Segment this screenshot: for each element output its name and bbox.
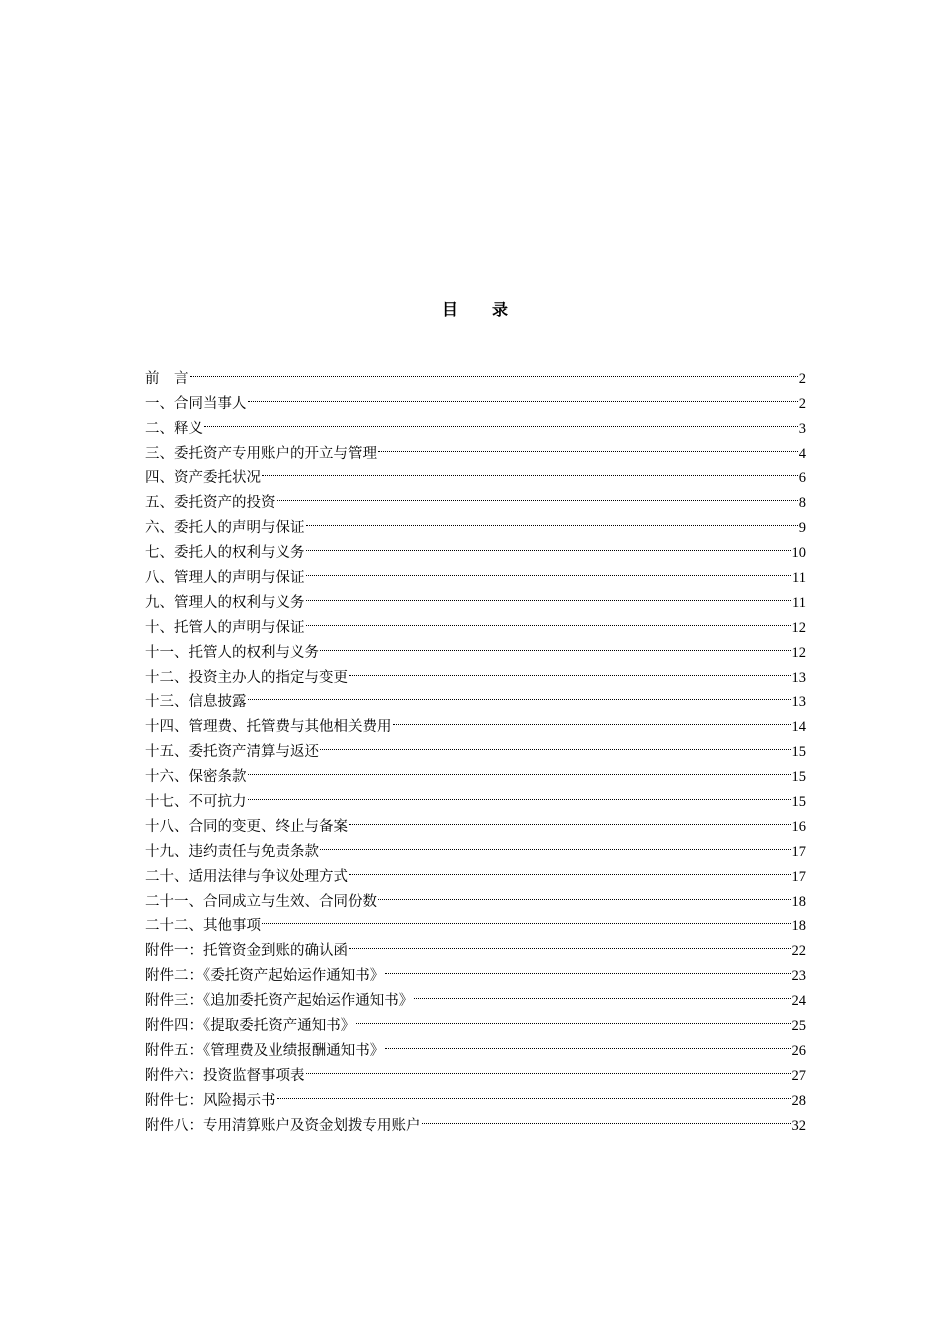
toc-dot-leader [306,1055,791,1080]
toc-page-number: 26 [791,1042,806,1059]
toc-entry-label: 附件四：《提取委托资产通知书》 [145,1018,356,1035]
table-of-contents [145,358,806,1134]
toc-page-number: 18 [791,918,806,935]
toc-dot-leader [349,856,791,881]
toc-entry-label: 十六、保密条款 [145,769,247,786]
toc-dot-leader [277,482,798,507]
toc-title [0,298,950,322]
toc-entry-label: 七、委托人的权利与义务 [145,545,305,562]
toc-entry-label: 二十二、其他事项 [145,918,261,935]
toc-entry-label: 九、管理人的权利与义务 [145,594,305,611]
toc-dot-leader [262,458,798,483]
toc-page-number: 8 [798,495,806,512]
toc-dot-leader [262,906,791,931]
toc-page-number: 32 [791,1117,806,1134]
toc-page-number: 17 [791,868,806,885]
toc-dot-leader [378,881,791,906]
toc-page-number: 15 [791,769,806,786]
toc-dot-leader [349,806,791,831]
toc-page-number: 6 [798,470,806,487]
toc-entry-label: 十一、托管人的权利与义务 [145,644,319,661]
toc-dot-leader [306,507,798,532]
toc-page-number: 2 [798,370,806,387]
toc-entry-label: 一、合同当事人 [145,395,247,412]
toc-dot-leader [306,557,792,582]
toc-entry[interactable] [145,383,806,412]
toc-page-number: 4 [798,445,806,462]
toc-entry-label: 十三、信息披露 [145,694,247,711]
toc-dot-leader [414,980,790,1005]
toc-dot-leader [320,731,791,756]
toc-page-number: 12 [791,644,806,661]
toc-dot-leader [248,781,791,806]
toc-page-number: 23 [791,968,806,985]
toc-entry-label: 二十、适用法律与争议处理方式 [145,868,348,885]
toc-page-number: 13 [791,694,806,711]
toc-entry-label: 十九、违约责任与免责条款 [145,843,319,860]
toc-entry-label: 前 言 [145,370,189,387]
toc-title-char-1: 目 [441,300,458,319]
toc-entry-label: 十、托管人的声明与保证 [145,619,305,636]
toc-dot-leader [248,682,791,707]
toc-page-number: 13 [791,669,806,686]
toc-entry-label: 十五、委托资产清算与返还 [145,744,319,761]
toc-dot-leader [320,831,791,856]
toc-entry-label: 附件八：专用清算账户及资金划拨专用账户 [145,1117,421,1134]
toc-dot-leader [190,358,798,383]
toc-dot-leader [204,408,798,433]
toc-page-number: 17 [791,843,806,860]
toc-dot-leader [306,532,791,557]
toc-entry-label: 附件七：风险揭示书 [145,1092,276,1109]
toc-entry-label: 附件二：《委托资产起始运作通知书》 [145,968,385,985]
toc-page-number: 27 [791,1067,806,1084]
toc-entry-label: 附件六：投资监督事项表 [145,1067,305,1084]
toc-dot-leader [248,756,791,781]
toc-entry-label: 三、委托资产专用账户的开立与管理 [145,445,377,462]
toc-page-number: 3 [798,420,806,437]
toc-entry-label: 十四、管理费、托管费与其他相关费用 [145,719,392,736]
toc-page-number: 18 [791,893,806,910]
toc-entry-label: 六、委托人的声明与保证 [145,520,305,537]
toc-page-number: 15 [791,794,806,811]
toc-dot-leader [356,1005,790,1030]
toc-page-number: 10 [791,545,806,562]
toc-dot-leader [248,383,798,408]
toc-dot-leader [320,632,791,657]
toc-page-number: 24 [791,993,806,1010]
toc-dot-leader [422,1105,791,1130]
toc-page-number: 28 [791,1092,806,1109]
toc-entry-label: 附件五：《管理费及业绩报酬通知书》 [145,1042,385,1059]
toc-entry-label: 附件一：托管资金到账的确认函 [145,943,348,960]
toc-dot-leader [385,1030,790,1055]
toc-entry-label: 二十一、合同成立与生效、合同份数 [145,893,377,910]
toc-entry[interactable] [145,408,806,437]
toc-dot-leader [349,657,791,682]
toc-page-number: 11 [792,594,806,611]
toc-entry-label: 十二、投资主办人的指定与变更 [145,669,348,686]
toc-dot-leader [306,582,792,607]
toc-entry-label: 十八、合同的变更、终止与备案 [145,818,348,835]
toc-dot-leader [277,1080,791,1105]
toc-page-number: 22 [791,943,806,960]
toc-dot-leader [385,955,790,980]
toc-entry-label: 五、委托资产的投资 [145,495,276,512]
toc-entry-label: 十七、不可抗力 [145,794,247,811]
toc-entry-label: 八、管理人的声明与保证 [145,570,305,587]
toc-entry[interactable] [145,358,806,387]
toc-page-number: 25 [791,1018,806,1035]
toc-page-number: 11 [792,570,806,587]
toc-page-number: 15 [791,744,806,761]
toc-dot-leader [378,433,798,458]
toc-entry[interactable] [145,433,806,462]
toc-entry-label: 附件三：《追加委托资产起始运作通知书》 [145,993,414,1010]
toc-page-number: 9 [798,520,806,537]
toc-entry-label: 二、释义 [145,420,203,437]
toc-entry-label: 四、资产委托状况 [145,470,261,487]
toc-dot-leader [393,706,791,731]
toc-title-char-2: 录 [492,300,509,319]
toc-page-number: 16 [791,818,806,835]
toc-page-number: 2 [798,395,806,412]
toc-dot-leader [306,607,791,632]
toc-dot-leader [349,930,791,955]
toc-page-number: 12 [791,619,806,636]
toc-page-number: 14 [791,719,806,736]
